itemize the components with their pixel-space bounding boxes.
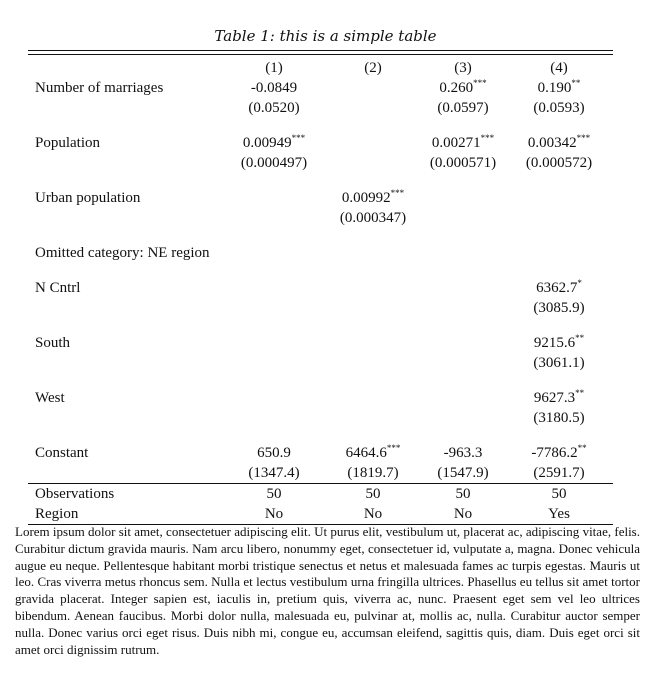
se-cell: (0.000572) xyxy=(525,155,593,171)
row-label: Constant xyxy=(35,445,89,461)
se-cell xyxy=(325,98,421,118)
se-cell xyxy=(421,408,505,428)
column-header: (4) xyxy=(550,60,568,76)
top-rule-outer xyxy=(28,50,613,51)
coef-cell xyxy=(223,388,325,408)
se-cell xyxy=(421,353,505,373)
coef-cell: -0.0849 xyxy=(250,80,298,96)
column-header-row xyxy=(28,58,613,78)
stat-cell: 50 xyxy=(325,484,421,505)
coef-cell: 0.00271*** xyxy=(431,133,495,151)
coef-cell xyxy=(421,333,505,353)
se-cell: (3085.9) xyxy=(533,300,585,316)
column-header: (1) xyxy=(265,60,283,76)
se-cell: (3061.1) xyxy=(533,355,585,371)
urban-coef-row xyxy=(28,188,613,208)
se-cell xyxy=(223,208,325,228)
coef-cell: 0.190** xyxy=(537,78,581,96)
row-label: West xyxy=(35,390,65,406)
coef-cell: 0.00949*** xyxy=(242,133,306,151)
coef-cell: -963.3 xyxy=(443,445,483,461)
constant-se-row xyxy=(28,463,613,484)
se-cell xyxy=(325,298,421,318)
ncntrl-coef-row xyxy=(28,278,613,298)
west-se-row xyxy=(28,408,613,428)
coef-cell: 9215.6** xyxy=(533,333,585,351)
row-label: South xyxy=(35,335,71,351)
se-cell xyxy=(325,408,421,428)
urban-se-row xyxy=(28,208,613,228)
coef-cell xyxy=(325,278,421,298)
se-cell: (1819.7) xyxy=(347,465,399,481)
coef-cell xyxy=(421,388,505,408)
se-cell xyxy=(505,208,613,228)
se-cell xyxy=(223,298,325,318)
stat-cell: No xyxy=(421,504,505,525)
top-rule-inner xyxy=(28,54,613,55)
se-cell xyxy=(325,153,421,173)
observations-row xyxy=(28,484,613,505)
coef-cell xyxy=(325,333,421,353)
stat-cell: No xyxy=(325,504,421,525)
regression-table xyxy=(28,58,613,525)
coef-cell xyxy=(325,388,421,408)
omitted-category-label: Omitted category: NE region xyxy=(35,245,210,261)
marriages-se-row xyxy=(28,98,613,118)
se-cell: (0.0593) xyxy=(533,100,585,116)
row-label: Urban population xyxy=(35,190,141,206)
coef-cell xyxy=(223,278,325,298)
stat-cell: 50 xyxy=(421,484,505,505)
coef-cell xyxy=(421,278,505,298)
ncntrl-se-row xyxy=(28,298,613,318)
se-cell: (0.0520) xyxy=(248,100,300,116)
coef-cell: -7786.2** xyxy=(531,443,587,461)
se-cell xyxy=(421,298,505,318)
se-cell: (0.000347) xyxy=(339,210,407,226)
table-notes: Lorem ipsum dolor sit amet, consectetuer adipiscing elit. Ut purus elit, vestibulum ut, placerat ac, adipiscing vitae, felis. Curabitur dictum gravida mauris. Nam arcu libero, nonummy eget, consectetuer id, vulputate a, magna. Donec vehicula augue eu neque. Pellentesque habitant morbi tristique senectus et netus et malesuada fames ac turpis egestas. Mauris ut leo. Cras viverra metus rhoncus sem. Nulla et lectus vestibulum urna fringilla ultrices. Phasellus eu tellus sit amet tortor gravida placerat. Integer sapien est, iaculis in, pretium quis, viverra ac, nunc. Praesent eget sem vel leo ultrices bibendum. Aenean faucibus. Morbi dolor nulla, malesuada eu, pulvinar at, mollis ac, nulla. Curabitur auctor semper nulla. Donec varius orci eget risus. Duis nibh mi, congue eu, accumsan eleifend, sagittis quis, diam. Duis eget orci sit amet orci dignissim rutrum. xyxy=(15,524,640,657)
column-header: (3) xyxy=(454,60,472,76)
stat-cell: Yes xyxy=(505,504,613,525)
se-cell xyxy=(325,353,421,373)
se-cell: (2591.7) xyxy=(533,465,585,481)
coef-cell: 0.00992*** xyxy=(341,188,405,206)
row-label: Population xyxy=(35,135,101,151)
se-cell: (3180.5) xyxy=(533,410,585,426)
south-se-row xyxy=(28,353,613,373)
row-label: Region xyxy=(28,504,223,525)
omitted-category-row xyxy=(28,243,613,263)
table-caption: Table 1: this is a simple table xyxy=(214,27,437,45)
population-coef-row xyxy=(28,133,613,153)
south-coef-row xyxy=(28,333,613,353)
coef-cell: 0.00342*** xyxy=(527,133,591,151)
stat-cell: No xyxy=(223,504,325,525)
constant-coef-row xyxy=(28,443,613,463)
coef-cell xyxy=(325,78,421,98)
region-row xyxy=(28,504,613,525)
coef-cell: 650.9 xyxy=(257,445,291,461)
se-cell: (1547.9) xyxy=(437,465,489,481)
coef-cell xyxy=(421,188,505,208)
coef-cell: 9627.3** xyxy=(533,388,585,406)
west-coef-row xyxy=(28,388,613,408)
row-label: N Cntrl xyxy=(35,280,81,296)
population-se-row xyxy=(28,153,613,173)
coef-cell xyxy=(223,333,325,353)
coef-cell xyxy=(505,188,613,208)
header-blank xyxy=(28,58,223,78)
coef-cell xyxy=(223,188,325,208)
se-cell: (0.000497) xyxy=(240,155,308,171)
column-header: (2) xyxy=(364,60,382,76)
stat-cell: 50 xyxy=(505,484,613,505)
row-label: Observations xyxy=(28,484,223,505)
marriages-coef-row xyxy=(28,78,613,98)
coef-cell: 0.260*** xyxy=(439,78,487,96)
se-cell: (0.0597) xyxy=(437,100,489,116)
se-cell xyxy=(223,408,325,428)
coef-cell: 6362.7* xyxy=(536,278,582,296)
se-cell: (1347.4) xyxy=(248,465,300,481)
coef-cell xyxy=(325,133,421,153)
se-cell xyxy=(223,353,325,373)
row-label: Number of marriages xyxy=(35,80,164,96)
stat-cell: 50 xyxy=(223,484,325,505)
se-cell xyxy=(421,208,505,228)
se-cell: (0.000571) xyxy=(429,155,497,171)
coef-cell: 6464.6*** xyxy=(345,443,401,461)
